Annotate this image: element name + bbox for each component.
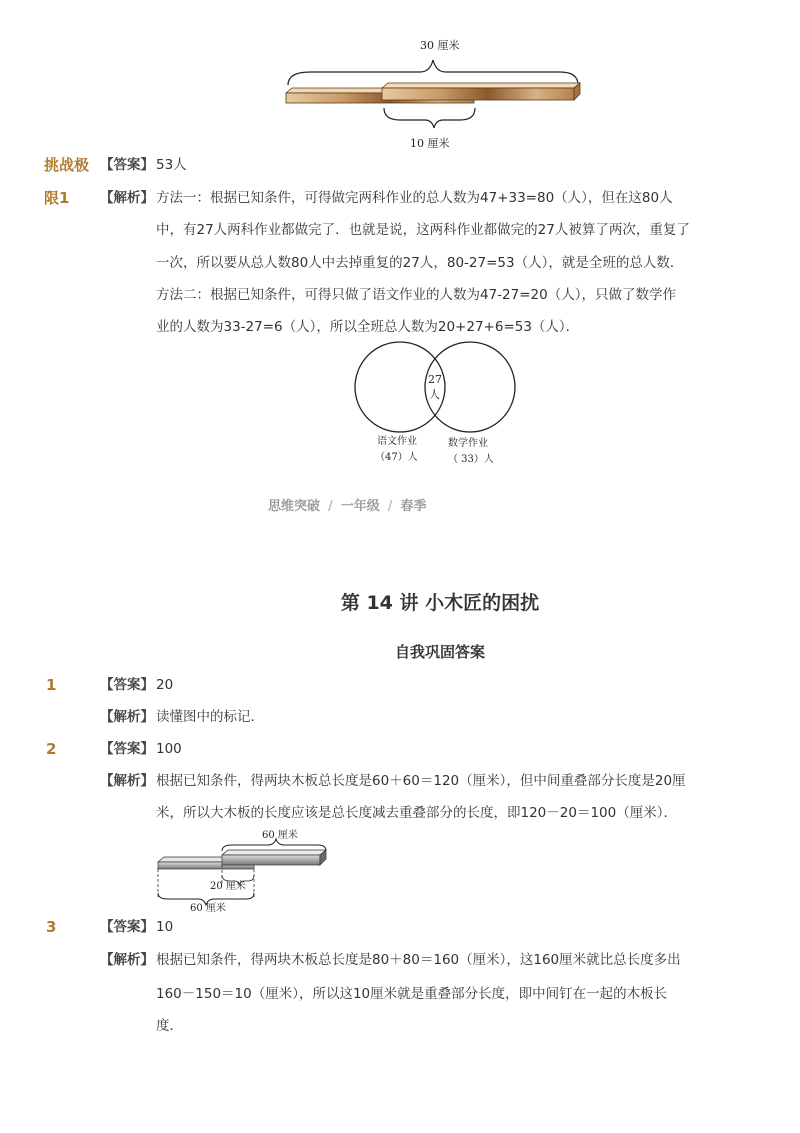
q2-answer-tag: 【答案】: [100, 741, 154, 757]
q3-answer-tag: 【答案】: [100, 919, 154, 935]
q2-answer: 100: [156, 741, 182, 757]
boards-figure-1: [280, 30, 590, 155]
footer-grade: 一年级: [340, 499, 380, 514]
challenge-level-label-2: 限1: [44, 189, 70, 207]
venn-diagram: [345, 338, 530, 468]
q3-answer: 10: [156, 919, 174, 935]
fig1-top-label: 30 厘米: [420, 39, 460, 52]
fig2-bottom-label: 60 厘米: [190, 903, 226, 914]
venn-left-name: 语文作业: [377, 436, 417, 447]
q2-analysis-line: 米，所以大木板的长度应该是总长度减去重叠部分的长度，即120－20＝100（厘米）．: [156, 805, 677, 821]
venn-overlap-unit: 人: [429, 388, 440, 401]
q1-number: 1: [46, 676, 57, 694]
footer-sep: /: [328, 499, 333, 514]
venn-right-count: （ 33）人: [448, 454, 494, 465]
footer-season: 春季: [400, 499, 427, 514]
fig2-mid-label: 20 厘米: [210, 881, 246, 892]
q1-answer: 20: [156, 677, 174, 693]
venn-right-circle: [425, 342, 515, 432]
q2-analysis-tag: 【解析】: [100, 773, 154, 789]
q1-answer-tag: 【答案】: [100, 677, 154, 693]
challenge-analysis-line: 一次，所以要从总人数80人中去掉重复的27人，80-27=53（人），就是全班的总人数．: [156, 255, 684, 271]
footer-sep: /: [387, 499, 393, 514]
challenge-answer: 53人: [156, 157, 187, 173]
challenge-answer-tag: 【答案】: [100, 157, 154, 173]
q1-analysis-tag: 【解析】: [100, 709, 154, 725]
lecture-title: 第 14 讲 小木匠的困扰: [340, 592, 540, 614]
challenge-analysis-line: 业的人数为33-27=6（人），所以全班总人数为20+27+6=53（人）．: [156, 319, 580, 335]
q3-number: 3: [46, 918, 57, 936]
venn-overlap-num: 27: [428, 373, 442, 386]
q2-analysis-line: 根据已知条件，得两块木板总长度是60＋60＝120（厘米），但中间重叠部分长度是20厘: [156, 773, 686, 789]
challenge-analysis-tag: 【解析】: [100, 190, 154, 206]
section-title: 自我巩固答案: [394, 643, 485, 661]
fig1-bottom-label: 10 厘米: [410, 137, 450, 150]
q1-analysis: 读懂图中的标记．: [156, 709, 264, 725]
page-footer: [268, 495, 427, 514]
challenge-level-label: 挑战极: [44, 156, 90, 174]
challenge-analysis-line: 方法二：根据已知条件，可得只做了语文作业的人数为47-27=20（人），只做了数学作: [156, 287, 676, 303]
q2-number: 2: [46, 740, 57, 758]
q3-analysis-line: 160－150＝10（厘米），所以这10厘米就是重叠部分长度，即中间钉在一起的木板长: [156, 986, 668, 1002]
venn-left-count: （47）人: [375, 452, 418, 463]
q3-analysis-line: 度．: [156, 1018, 183, 1034]
q3-analysis-tag: 【解析】: [100, 952, 154, 968]
challenge-analysis-line: 方法一：根据已知条件，可得做完两科作业的总人数为47+33=80（人），但在这80人: [156, 190, 673, 206]
venn-left-circle: [355, 342, 445, 432]
challenge-analysis-line: 中，有27人两科作业都做完了．也就是说，这两科作业都做完的27人被算了两次，重复了: [156, 222, 690, 238]
venn-right-name: 数学作业: [448, 438, 488, 449]
fig2-top-label: 60 厘米: [262, 830, 298, 841]
footer-series: 思维突破: [268, 499, 321, 514]
boards-figure-2: [150, 825, 335, 915]
q3-analysis-line: 根据已知条件，得两块木板总长度是80＋80＝160（厘米），这160厘米就比总长度多出: [156, 952, 681, 968]
